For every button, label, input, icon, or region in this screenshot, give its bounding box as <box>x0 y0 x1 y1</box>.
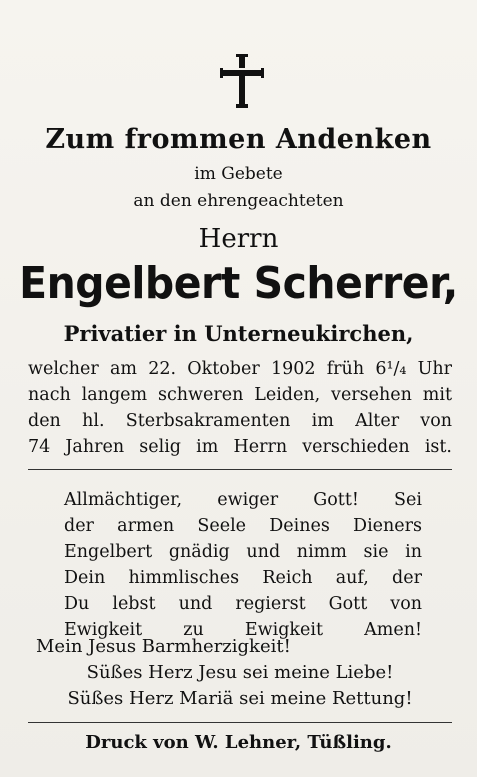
obituary-line: welcher am 22. Oktober 1902 früh 6¹/₄ Uhr <box>28 359 452 379</box>
invocations <box>36 634 444 712</box>
divider-top <box>28 469 452 470</box>
obituary-line: nach langem schweren Leiden, versehen mit <box>28 385 452 405</box>
prayer-line: Du lebst und regierst Gott von <box>64 594 422 614</box>
obituary-line: 74 Jahren selig im Herrn verschieden ist. <box>28 437 452 457</box>
prayer-text <box>64 487 422 643</box>
honorific: Herrn <box>198 224 279 254</box>
prayer-line: Dein himmlisches Reich auf, der <box>64 568 422 588</box>
divider-bottom <box>28 722 452 723</box>
obituary-text <box>28 356 452 460</box>
profession: Privatier in Unterneukirchen, <box>63 321 414 346</box>
invocation-line: Mein Jesus Barmherzigkeit! <box>36 636 291 657</box>
deceased-name: Engelbert Scherrer, <box>19 258 458 309</box>
prayer-line: der armen Seele Deines Dieners <box>64 516 422 536</box>
card-title: Zum frommen Andenken <box>45 124 432 155</box>
invocation-line: Süßes Herz Mariä sei meine Rettung! <box>67 688 413 709</box>
prayer-line: Engelbert gnädig und nimm sie in <box>64 542 422 562</box>
cross-icon <box>218 52 266 110</box>
subtitle-ehrengeachteten: an den ehrengeachteten <box>133 191 344 211</box>
prayer-line: Ewigkeit zu Ewigkeit Amen! <box>64 620 422 640</box>
obituary-line: den hl. Sterbsakramenten im Alter von <box>28 411 452 431</box>
subtitle-gebete: im Gebete <box>194 164 283 184</box>
invocation-line: Süßes Herz Jesu sei meine Liebe! <box>86 662 394 683</box>
prayer-line: Allmächtiger, ewiger Gott! Sei <box>64 490 422 510</box>
printer-imprint: Druck von W. Lehner, Tüßling. <box>85 732 392 753</box>
